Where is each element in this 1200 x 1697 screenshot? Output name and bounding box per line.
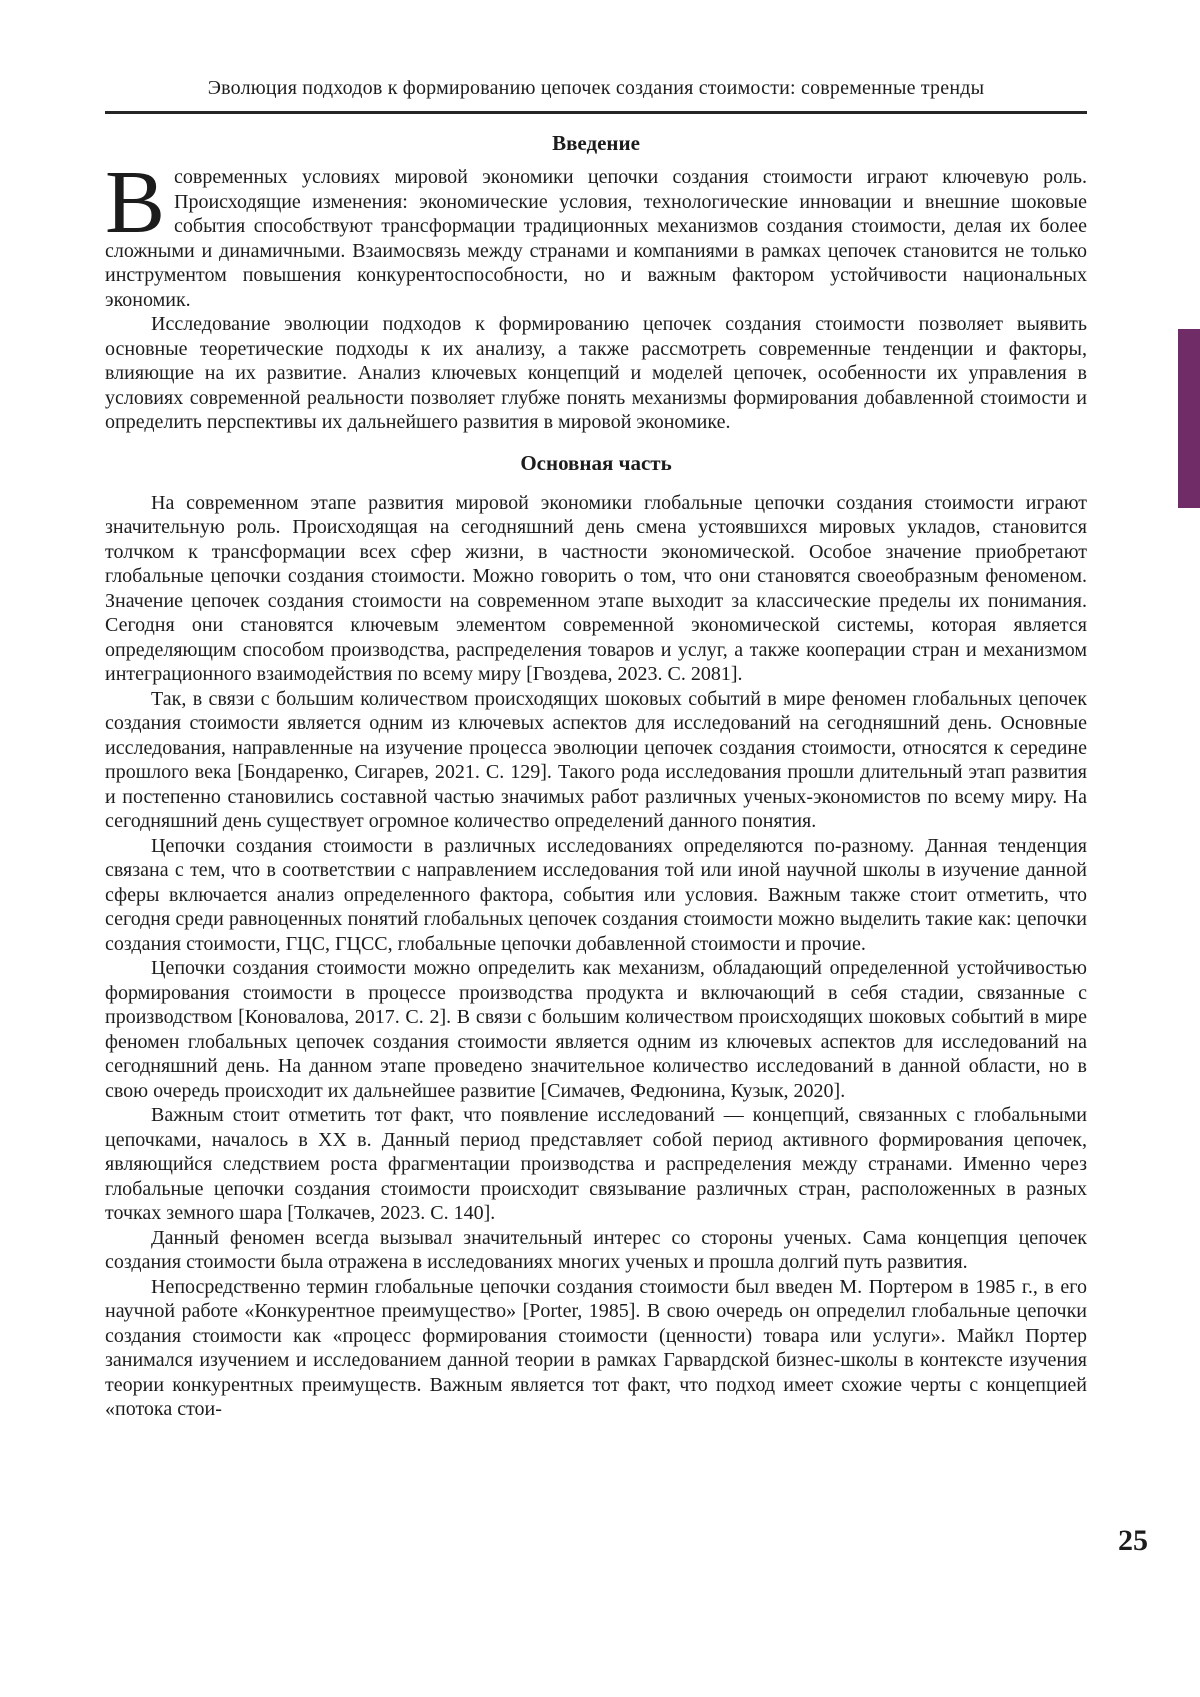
section-heading-main: Основная часть xyxy=(520,450,672,475)
paragraph xyxy=(105,153,1087,312)
paragraph: Цепочки создания стоимости в различных исследованиях определяются по-разному. Данная тенденция связана с тем, что в соответствии с направлением исследования той или иной научной школы в изучение данной сферы включается анализ определенного фактора, события или условия. Важным также стоит отметить, что сегодня среди равноценных понятий глобальных цепочек создания стоимости можно выделить такие как: цепочки создания стоимости, ГЦС, ГЦСС, глобальные цепочки добавленной стоимости и прочие. xyxy=(105,834,1087,955)
paragraph: Цепочки создания стоимости можно определить как механизм, обладающий определенной устойчивостью формирования стоимости в процессе производства продукта и включающий в себя стадии, связанные с производством [Коновалова, 2017. С. 2]. В связи с большим количеством происходящих шоковых событий в мире феномен глобальных цепочек создания стоимости является одним из ключевых аспектов для исследований на сегодняшний день. На данном этапе проведено значительное количество исследований в данной области, но в свою очередь происходит их дальнейшее развитие [Симачев, Федюнина, Кузык, 2020]. xyxy=(105,957,1087,1102)
page-number: 25 xyxy=(1118,1524,1148,1557)
section-heading-introduction: Введение xyxy=(552,131,640,155)
paragraph: Данный феномен всегда вызывал значительный интерес со стороны ученых. Сама концепция цепочек создания стоимости была отражена в исследованиях многих ученых и прошла долгий путь развития. xyxy=(105,1226,1087,1273)
paragraph-text: современных условиях мировой экономики цепочки создания стоимости играют ключевую роль. Происходящие изменения: экономические условия, технологические инновации и внешние шоковые события способствуют трансформации традиционных механизмов создания стоимости, делая их более сложными и динамичными. Взаимосвязь между странами и компаниями в рамках цепочек становится не только инструментом повышения конкурентоспособности, но и важным фактором устойчивости национальных экономик. xyxy=(105,166,1087,311)
margin-accent-bar xyxy=(1178,329,1200,508)
paragraph: Так, в связи с большим количеством происходящих шоковых событий в мире феномен глобальных цепочек создания стоимости является одним из ключевых аспектов для исследований на сегодняшний день. Основные исследования, направленные на изучение процесса эволюции цепочек создания стоимости, относятся к середине прошлого века [Бондаренко, Сигарев, 2021. С. 129]. Такого рода исследования прошли длительный этап развития и постепенно становились составной частью значимых работ различных ученых-экономистов по всему миру. На сегодняшний день существует огромное количество определений данного понятия. xyxy=(105,687,1087,832)
running-head: Эволюция подходов к формированию цепочек создания стоимости: современные тренды xyxy=(207,77,985,99)
paragraph: Исследование эволюции подходов к формированию цепочек создания стоимости позволяет выявить основные теоретические подходы к их анализу, а также рассмотреть современные тенденции и факторы, влияющие на их развитие. Анализ ключевых концепций и моделей цепочек, особенности их управления в условиях современной реальности позволяет глубже понять механизмы формирования добавленной стоимости и определить перспективы их дальнейшего развития в мировой экономике. xyxy=(105,313,1087,433)
drop-cap: В xyxy=(105,153,166,252)
paragraph: Непосредственно термин глобальные цепочки создания стоимости был введен М. Портером в 1985 г., в его научной работе «Конкурентное преимущество» [Porter, 1985]. В свою очередь он определил глобальные цепочки создания стоимости как «процесс формирования стоимости (ценности) товара или услуги». Майкл Портер занимался изучением и исследованием данной теории в рамках Гарвардской бизнес-школы в контексте изучения теории конкурентных преимуществ. Важным является тот факт, что подход имеет схожие черты с концепцией «потока стои- xyxy=(105,1275,1087,1420)
paragraph: На современном этапе развития мировой экономики глобальные цепочки создания стоимости играют значительную роль. Происходящая на сегодняшний день смена устоявшихся мировых укладов, становится толчком к трансформации всех сфер жизни, в частности экономической. Особое значение приобретают глобальные цепочки создания стоимости. Можно говорить о том, что они становятся своеобразным феноменом. Значение цепочек создания стоимости на современном этапе выходит за классические пределы их понимания. Сегодня они становятся ключевым элементом современной экономической системы, которая является определяющим способом производства, распределения товаров и услуг, а также кооперации стран и механизмом интеграционного взаимодействия по всему миру [Гвоздева, 2023. С. 2081]. xyxy=(105,491,1087,685)
header-rule xyxy=(105,111,1087,114)
article-body xyxy=(105,131,1087,1422)
paragraph: Важным стоит отметить тот факт, что появление исследований — концепций, связанных с глобальными цепочками, началось в XX в. Данный период представляет собой период активного формирования цепочек, являющийся следствием роста фрагментации производства и распределения между странами. Именно через глобальные цепочки создания стоимости происходит связывание различных стран, расположенных в разных точках земного шара [Толкачев, 2023. С. 140]. xyxy=(105,1104,1087,1224)
